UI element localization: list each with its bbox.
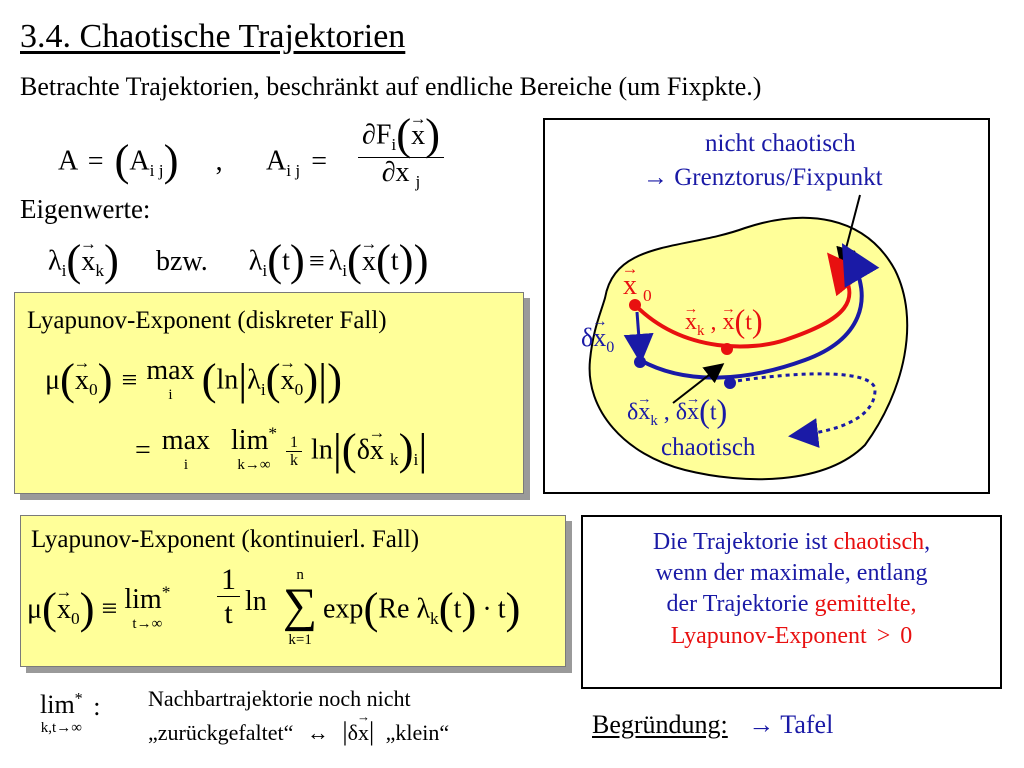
eigenwerte-label: Eigenwerte:: [20, 194, 151, 224]
lyapunov-continuous-label: Lyapunov-Exponent (kontinuierl. Fall): [31, 526, 420, 553]
lyapunov-continuous-formula: $\mu(\to x_0)$ ≡ lim* t→∞: [27, 586, 170, 632]
lyapunov-discrete-box: [14, 292, 524, 494]
page-subtitle: Betrachte Trajektorien, beschränkt auf endliche Bereiche (um Fixpkte.): [20, 72, 762, 101]
eigenvalue-expression: $\lambda_i(\to x_k)$ bzw. $\lambda_i(t) \equiv \lambda_i(\to x(t))$: [48, 238, 428, 283]
jacobian-fraction: $\frac{\partial F_i(\to x)}{\partial x _j}$: [358, 112, 444, 189]
definition-box: Die Trajektorie ist chaotisch, wenn der maximale, entlang der Trajektorie gemittelte, Lyapunov-Exponent > 0: [581, 515, 1002, 689]
delta-xk-xt-label: $\delta\to x_k$ , δ→ x(t): [627, 396, 727, 428]
sum-operator: n ∑ k=1: [283, 567, 318, 648]
page-title: 3.4. Chaotische Trajektorien: [20, 18, 406, 55]
footnote-text: Nachbartrajektorie noch nicht „zurückgefaltet“ ↔ |δ→ x| „klein“: [148, 684, 449, 749]
start-point-blue: [634, 356, 646, 368]
lyapunov-continuous-fraction: $\frac{1}{t}$: [217, 564, 240, 630]
delta-x0-label: $\delta\to x_0$: [581, 323, 614, 353]
lyapunov-discrete-label: Lyapunov-Exponent (diskreter Fall): [27, 307, 387, 334]
chaotisch-label: chaotisch: [661, 434, 756, 461]
trajectory-diagram: [543, 118, 990, 494]
matrix-definition: $A = (A_{i j})$ , $A_{i j}$ =: [58, 135, 328, 185]
nicht-chaotisch-label: nicht chaotisch: [705, 130, 856, 157]
footnote-lim: lim* k,t→∞ :: [40, 690, 101, 736]
blue-point-k: [724, 377, 736, 389]
grenztorus-label: → Grenztorus/Fixpunkt: [643, 164, 883, 191]
begruendung-footer: Begründung: → Tafel: [592, 710, 834, 739]
x0-label: → x $_0$: [623, 270, 652, 302]
lyapunov-discrete-line2: = max i lim* k→∞ $\frac{1}{k}$ ln|(δ→ x $_k)_i|$: [135, 427, 427, 473]
lyapunov-continuous-box: Lyapunov-Exponent (kontinuierl. Fall) $\mu(\to x_0)$ ≡ lim* t→∞ $\frac{1}{t}$ ln n ∑ k=1 exp(Re $\lambda_k(t) \cdot t$): [20, 515, 566, 667]
xk-xt-label: → $x_k$ , → x(t): [685, 306, 763, 338]
lyapunov-discrete-line1: $\mu(\to x_0)$ ≡ max i $(\ln|\lambda_i(\to x_0)|)$: [45, 357, 342, 403]
red-point-k: [721, 343, 733, 355]
